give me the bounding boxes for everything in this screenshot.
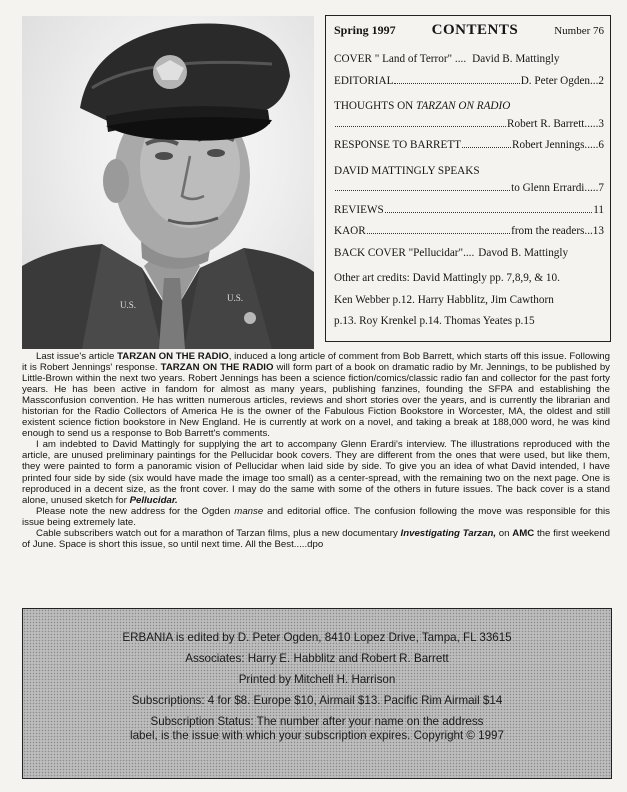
contents-entry-kaor: KAOR from the readers...13 [334,225,604,237]
editorial-text [22,351,610,550]
paragraph-4: Cable subscribers watch out for a marathon of Tarzan films, plus a new documentary Investigating Tarzan, on AMC the first weekend of June. Space is short this issue, so until next time. All the Best.....dpo [22,527,610,550]
leader-dots [335,126,506,127]
art-credits: Other art credits: David Mattingly pp. 7,8,9, & 10. Ken Webber p.12. Harry Habblitz, Jim Cawthorn p.13. Roy Krenkel p.14. Thomas Yeates p.15 [334,272,560,327]
leader-dots [367,233,510,234]
contents-entry-back-cover: BACK COVER "Pellucidar".... Davod B. Mattingly [334,246,569,259]
contents-header [334,22,604,39]
contents-entry-mattingly: DAVID MATTINGLY SPEAKS [334,164,480,177]
leader-dots [335,190,510,191]
leader-dots [462,147,511,148]
associates-line: Associates: Harry E. Habblitz and Robert R. Barrett [185,652,449,665]
officer-portrait-image [22,16,314,349]
leader-dots [394,83,519,84]
subscriptions-line: Subscriptions: 4 for $8. Europe $10, Airmail $13. Pacific Rim Airmail $14 [131,694,503,707]
paragraph-2: I am indebted to David Mattingly for supplying the art to accompany Glenn Erardi's interview. The illustrations reproduced with the article, are unused preliminary paintings for the Pellucidar book covers. They are different from the ones that were used, but like them, they were painted to form a panoramic vision of Pellucidar when laid side by side. To give you an idea of what David intended, I have printed four side by side (six would have made the image too small) as a center-spread, with the remaining two on the next page. One is reproduced in a decent size, as the front cover. I may do the same with some of the others in future issues. The back cover is a stand alone, unused sketch for Pellucidar. [22,439,610,506]
svg-text:U.S.: U.S. [120,300,137,310]
masthead-info-box [22,608,612,779]
contents-entry-thoughts [334,96,604,118]
issue-season: Spring 1997 [334,23,396,37]
portrait-photo [22,16,314,349]
contents-entry-reviews: REVIEWS 11 [334,203,604,216]
editor-line: ERBANIA is edited by D. Peter Ogden, 8410 Lopez Drive, Tampa, FL 33615 [122,631,512,644]
contents-title: CONTENTS [431,22,519,38]
contents-entry-mattingly-author: to Glenn Errardi.....7 [334,182,604,204]
subscription-status: Subscription Status: The number after your name on the address label, is the issue with which your subscription expires. Copyright © 1997 [130,715,504,742]
contents-entry-response: RESPONSE TO BARRETT Robert Jennings.....6 [334,139,604,151]
contents-entry-cover: COVER " Land of Terror" .... David B. Mattingly [334,53,560,65]
contents-box [325,15,611,342]
thoughts-label: THOUGHTS ON TARZAN ON RADIO [334,100,511,112]
contents-entry-editorial: EDITORIAL D. Peter Ogden...2 [334,74,604,87]
leader-dots [385,212,593,213]
paragraph-1: Last issue's article TARZAN ON THE RADIO, induced a long article of comment from Bob Barrett, which starts off this issue. Following it is Robert Jennings' response. TARZAN ON THE RADIO will form part of a book on dramatic radio by Mr. Jennings, to be published by Little-Brown within the next two years. Robert Jennings has been a science fiction/comics/classic radio fan and collector for the past forty years. He has been active in fandom for almost as many years, publishing fanzines, founding the SFPA and establishing the Massconfusion convention. He has written numerous articles, reviews and short stories over the years, and is currently the librarian and historian for the Radio Collectors of America He is the owner of the Fabulous Fiction Bookstore in Worcester, MA, the oldest and still existent science fiction bookstore in New England. He is currently at work on a novel, and taking a break at 188,000 word, he was kind enough to send us a response to Bob Barrett's comments. [22,351,610,440]
issue-number: Number 76 [554,25,604,37]
printer-line: Printed by Mitchell H. Harrison [238,673,396,686]
svg-text:U.S.: U.S. [227,293,244,303]
paragraph-3: Please note the new address for the Ogden manse and editorial office. The confusion following the move was responsible for this issue being extremely late. [22,505,610,528]
contents-entry-thoughts-author: Robert R. Barrett.....3 [334,118,604,140]
